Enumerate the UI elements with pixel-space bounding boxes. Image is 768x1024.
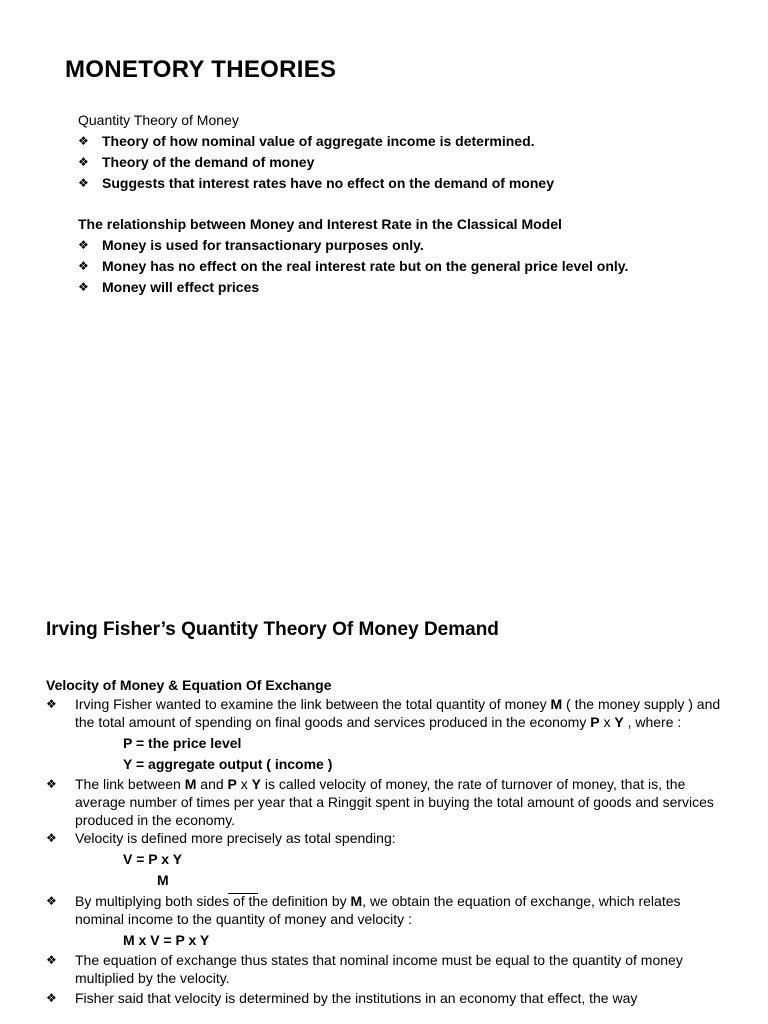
list-item: ❖ Money has no effect on the real interest rate but on the general price level only. xyxy=(78,256,738,277)
list-item: ❖ The link between M and P x Y is called velocity of money, the rate of turnover of money, that is, the average number of times per year that a Ringgit spent in buying the total amount of goods and services produced in the economy. xyxy=(46,776,714,828)
list-item: ❖ Money is used for transactionary purposes only. xyxy=(78,235,738,256)
diamond-bullet-icon: ❖ xyxy=(46,777,57,791)
list-item: ❖ Suggests that interest rates have no effect on the demand of money xyxy=(78,173,718,194)
diamond-bullet-icon: ❖ xyxy=(46,953,57,967)
section-heading: Quantity Theory of Money xyxy=(78,112,239,128)
diamond-bullet-icon: ❖ xyxy=(78,238,89,252)
diamond-bullet-icon: ❖ xyxy=(78,259,89,273)
diamond-bullet-icon: ❖ xyxy=(46,697,57,711)
section-title-fisher: Irving Fisher’s Quantity Theory Of Money Demand xyxy=(46,619,499,640)
equation-velocity-numerator: V = P x Y xyxy=(123,851,183,867)
diamond-bullet-icon: ❖ xyxy=(78,134,89,148)
list-item: ❖ Irving Fisher wanted to examine the link between the total quantity of money M ( the money supply ) and the total amount of spending on final goods and services produced in the economy P x Y , where : xyxy=(46,696,721,730)
list-item: ❖ Theory of the demand of money xyxy=(78,152,718,173)
section-fisher-body xyxy=(46,676,736,1007)
diamond-bullet-icon: ❖ xyxy=(46,894,57,908)
list-item: ❖ By multiplying both sides of the definition by M, we obtain the equation of exchange, which relates nominal income to the quantity of money and velocity : xyxy=(46,893,681,927)
section-heading: The relationship between Money and Interest Rate in the Classical Model xyxy=(78,216,562,232)
list-item: ❖ Fisher said that velocity is determined by the institutions in an economy that effect, the way xyxy=(46,990,638,1006)
list-item: ❖ Money will effect prices xyxy=(78,277,738,298)
diamond-bullet-icon: ❖ xyxy=(78,280,89,294)
fraction-bar xyxy=(228,893,258,894)
diamond-bullet-icon: ❖ xyxy=(46,991,57,1005)
list-item: ❖ The equation of exchange thus states that nominal income must be equal to the quantity of money multiplied by the velocity. xyxy=(46,952,683,986)
section-classical-model xyxy=(78,214,738,298)
section-quantity-theory xyxy=(78,110,718,194)
diamond-bullet-icon: ❖ xyxy=(46,831,57,845)
list-item: ❖ Theory of how nominal value of aggregate income is determined. xyxy=(78,131,718,152)
equation-of-exchange: M x V = P x Y xyxy=(123,932,210,948)
section-subheading: Velocity of Money & Equation Of Exchange xyxy=(46,677,332,693)
definition-price-level: P = the price level xyxy=(123,735,242,751)
page-title: MONETORY THEORIES xyxy=(65,56,337,83)
diamond-bullet-icon: ❖ xyxy=(78,155,89,169)
list-item: ❖ Velocity is defined more precisely as total spending: xyxy=(46,830,396,846)
diamond-bullet-icon: ❖ xyxy=(78,176,89,190)
definition-aggregate-output: Y = aggregate output ( income ) xyxy=(123,756,333,772)
equation-velocity-denominator: M xyxy=(157,872,169,888)
